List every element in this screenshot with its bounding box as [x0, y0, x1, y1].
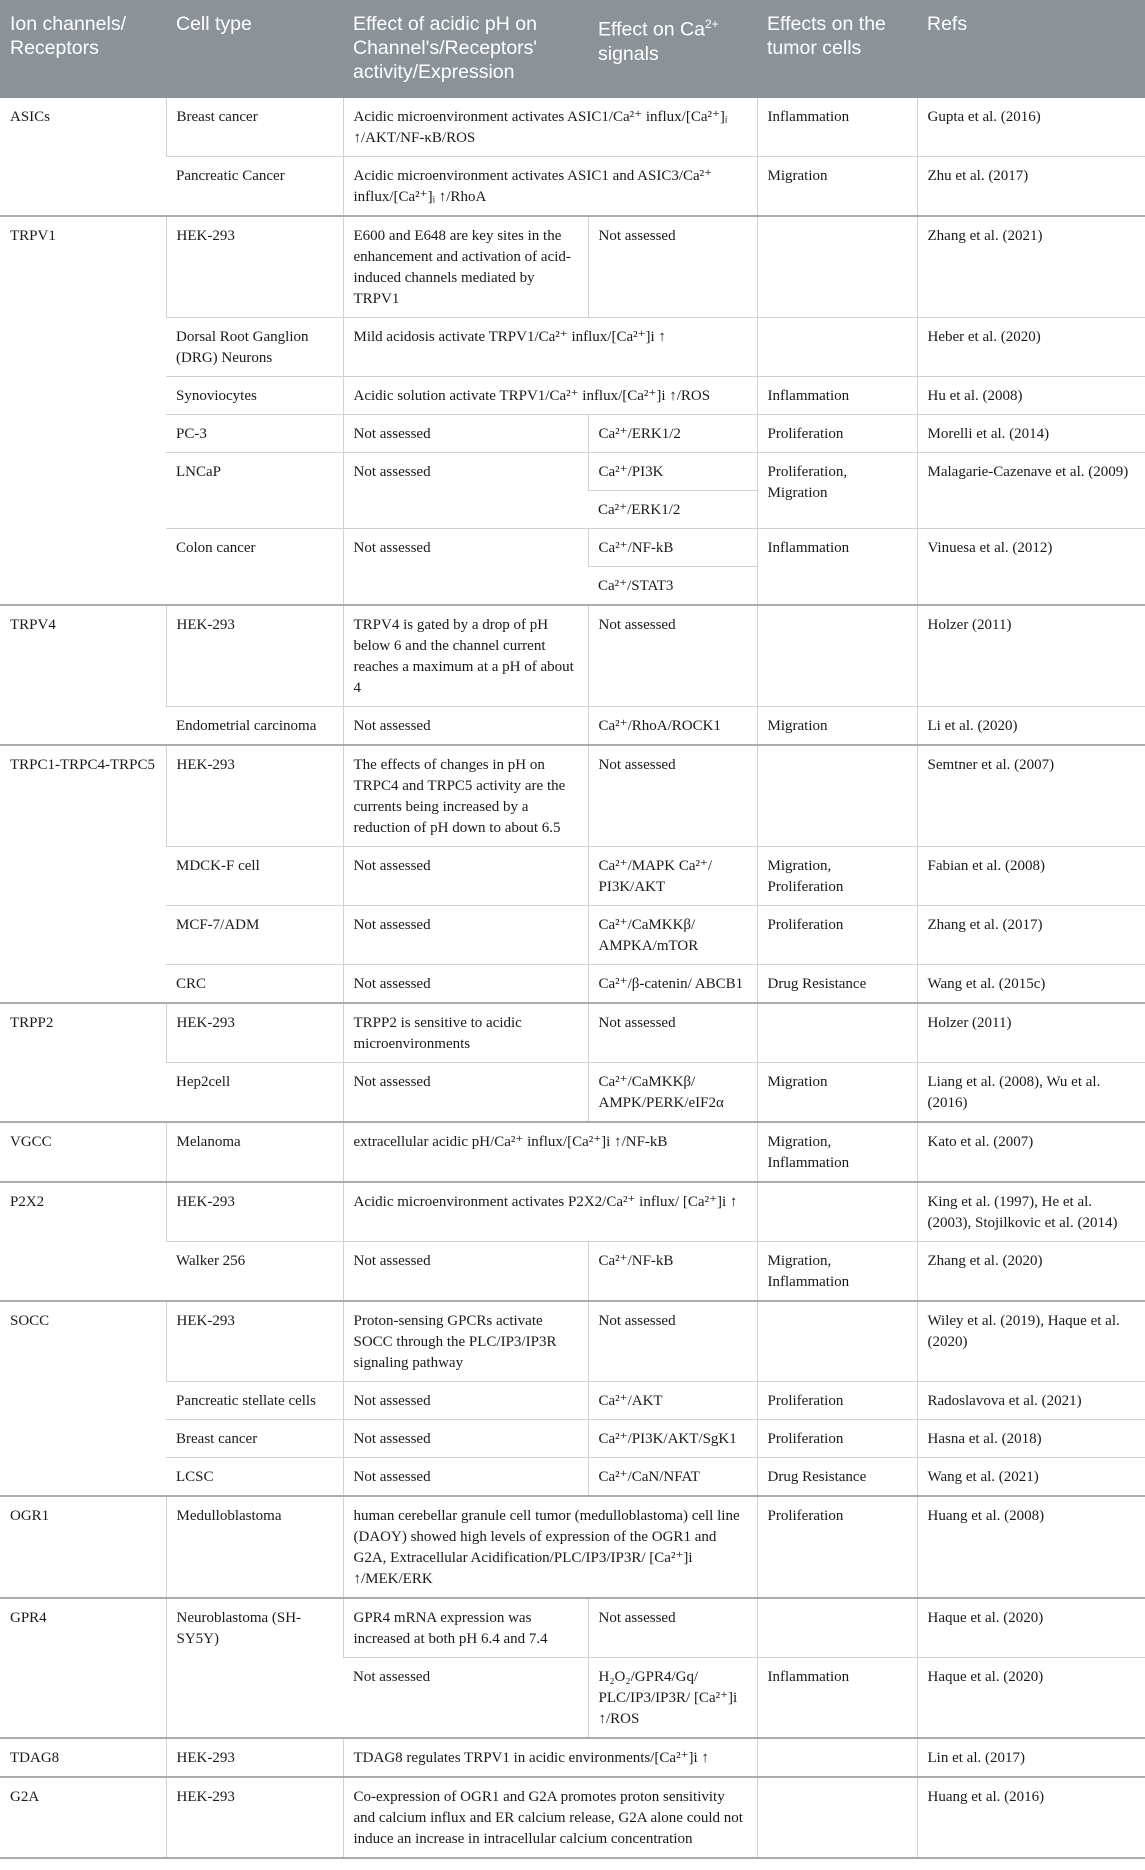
- tumor-effect: [757, 745, 917, 847]
- cell-type: HEK-293: [166, 745, 343, 847]
- cell-type: Medulloblastoma: [166, 1496, 343, 1598]
- reference: Huang et al. (2008): [917, 1496, 1145, 1598]
- cell-type: Walker 256: [166, 1242, 343, 1302]
- tumor-effect: Proliferation: [757, 1382, 917, 1420]
- header-channel: Ion channels/ Receptors: [0, 0, 166, 98]
- effect-ca: Ca²⁺/NF-kB: [588, 529, 757, 567]
- reference: Wang et al. (2015c): [917, 965, 1145, 1004]
- tumor-effect: [757, 1738, 917, 1777]
- effect-ph: Acidic solution activate TRPV1/Ca²⁺ influx/[Ca²⁺]i ↑/ROS: [343, 377, 757, 415]
- tumor-effect: Proliferation: [757, 906, 917, 965]
- table-row: [0, 1496, 1145, 1598]
- reference: Semtner et al. (2007): [917, 745, 1145, 847]
- effect-ca: Not assessed: [588, 1003, 757, 1063]
- cell-type: Breast cancer: [166, 98, 343, 157]
- tumor-effect: Drug Resistance: [757, 965, 917, 1004]
- reference: Wang et al. (2021): [917, 1458, 1145, 1497]
- tumor-effect: Proliferation: [757, 415, 917, 453]
- effect-ph: Not assessed: [343, 1658, 588, 1739]
- cell-type: CRC: [166, 965, 343, 1004]
- cell-type: Pancreatic stellate cells: [166, 1382, 343, 1420]
- reference: King et al. (1997), He et al. (2003), Stojilkovic et al. (2014): [917, 1182, 1145, 1242]
- table-row: [0, 1777, 1145, 1858]
- effect-ph: Acidic microenvironment activates P2X2/Ca²⁺ influx/ [Ca²⁺]i ↑: [343, 1182, 757, 1242]
- effect-ph: Not assessed: [343, 1063, 588, 1123]
- cell-type: HEK-293: [166, 1003, 343, 1063]
- effect-ph: Not assessed: [343, 415, 588, 453]
- effect-ca: Ca²⁺/STAT3: [588, 567, 757, 606]
- effect-ph: extracellular acidic pH/Ca²⁺ influx/[Ca²⁺]i ↑/NF-kB: [343, 1122, 757, 1182]
- cell-type: HEK-293: [166, 216, 343, 318]
- effect-ca: Ca²⁺/ERK1/2: [588, 415, 757, 453]
- tumor-effect: Migration: [757, 707, 917, 746]
- table-row: [0, 1458, 1145, 1497]
- reference: Hasna et al. (2018): [917, 1420, 1145, 1458]
- effect-ca: Not assessed: [588, 1301, 757, 1382]
- table-row: [0, 98, 1145, 157]
- effect-ph: Proton-sensing GPCRs activate SOCC through the PLC/IP3/IP3R signaling pathway: [343, 1301, 588, 1382]
- table-row: [0, 965, 1145, 1004]
- cell-type: LCSC: [166, 1458, 343, 1497]
- effect-ph: Not assessed: [343, 453, 588, 529]
- reference: Malagarie-Cazenave et al. (2009): [917, 453, 1145, 529]
- channel-ogr1: OGR1: [0, 1496, 166, 1598]
- effect-ph: TRPP2 is sensitive to acidic microenvironments: [343, 1003, 588, 1063]
- tumor-effect: [757, 216, 917, 318]
- effect-ca: Ca²⁺/AKT: [588, 1382, 757, 1420]
- effect-ph: Not assessed: [343, 529, 588, 606]
- reference: Gupta et al. (2016): [917, 98, 1145, 157]
- table-row: [0, 1182, 1145, 1242]
- header-effect-ca-sup: 2+: [704, 17, 719, 31]
- cell-type: HEK-293: [166, 1777, 343, 1858]
- header-tumor: Effects on the tumor cells: [757, 0, 917, 98]
- reference: Heber et al. (2020): [917, 318, 1145, 377]
- reference: Haque et al. (2020): [917, 1598, 1145, 1658]
- tumor-effect: Inflammation: [757, 529, 917, 606]
- channel-gpr4: GPR4: [0, 1598, 166, 1738]
- effect-ph: Co-expression of OGR1 and G2A promotes proton sensitivity and calcium influx and ER calcium release, G2A alone could not induce an increase in intracellular calcium concentration: [343, 1777, 757, 1858]
- effect-ph: Not assessed: [343, 1242, 588, 1302]
- effect-ph: GPR4 mRNA expression was increased at both pH 6.4 and 7.4: [343, 1598, 588, 1658]
- effect-ca: Ca²⁺/PI3K/AKT/SgK1: [588, 1420, 757, 1458]
- effect-ph: Not assessed: [343, 965, 588, 1004]
- table-row: [0, 377, 1145, 415]
- effect-ca: Ca²⁺/RhoA/ROCK1: [588, 707, 757, 746]
- effect-ph: Not assessed: [343, 1420, 588, 1458]
- effect-ph: TDAG8 regulates TRPV1 in acidic environments/[Ca²⁺]i ↑: [343, 1738, 757, 1777]
- effect-ph: human cerebellar granule cell tumor (medulloblastoma) cell line (DAOY) showed high levels of expression of the OGR1 and G2A, Extracellular Acidification/PLC/IP3/IP3R/ [Ca²⁺]i ↑/MEK/ERK: [343, 1496, 757, 1598]
- reference: Liang et al. (2008), Wu et al. (2016): [917, 1063, 1145, 1123]
- channel-trpc: TRPC1-TRPC4-TRPC5: [0, 745, 166, 1003]
- effect-ca: Ca²⁺/β-catenin/ ABCB1: [588, 965, 757, 1004]
- effect-ca: Not assessed: [588, 1598, 757, 1658]
- effect-ca: Ca²⁺/CaMKKβ/ AMPKA/mTOR: [588, 906, 757, 965]
- tumor-effect: Proliferation, Migration: [757, 453, 917, 529]
- channel-g2a: G2A: [0, 1777, 166, 1858]
- effect-ph: Not assessed: [343, 847, 588, 906]
- cell-type: HEK-293: [166, 1301, 343, 1382]
- reference: Huang et al. (2016): [917, 1777, 1145, 1858]
- cell-type: PC-3: [166, 415, 343, 453]
- reference: Holzer (2011): [917, 605, 1145, 707]
- channel-socc: SOCC: [0, 1301, 166, 1496]
- table-row: [0, 1420, 1145, 1458]
- effect-ph: Mild acidosis activate TRPV1/Ca²⁺ influx/[Ca²⁺]i ↑: [343, 318, 757, 377]
- effect-ca: Not assessed: [588, 216, 757, 318]
- effect-ca: Ca²⁺/NF-kB: [588, 1242, 757, 1302]
- reference: Hu et al. (2008): [917, 377, 1145, 415]
- tumor-effect: Migration: [757, 157, 917, 217]
- table-row: [0, 605, 1145, 707]
- effect-ca: Ca²⁺/MAPK Ca²⁺/ PI3K/AKT: [588, 847, 757, 906]
- cell-type: MCF-7/ADM: [166, 906, 343, 965]
- effect-ca: Ca²⁺/ERK1/2: [588, 491, 757, 529]
- effect-ca: Ca²⁺/PI3K: [588, 453, 757, 491]
- reference: Zhu et al. (2017): [917, 157, 1145, 217]
- table-row: [0, 1598, 1145, 1658]
- effect-ph: E600 and E648 are key sites in the enhancement and activation of acid-induced channels mediated by TRPV1: [343, 216, 588, 318]
- tumor-effect: Inflammation: [757, 1658, 917, 1739]
- effect-ca: Not assessed: [588, 745, 757, 847]
- channel-trpv1: TRPV1: [0, 216, 166, 605]
- reference: Li et al. (2020): [917, 707, 1145, 746]
- tumor-effect: Migration, Inflammation: [757, 1122, 917, 1182]
- table-row: [0, 1122, 1145, 1182]
- cell-type: MDCK-F cell: [166, 847, 343, 906]
- reference: Lin et al. (2017): [917, 1738, 1145, 1777]
- tumor-effect: Migration, Inflammation: [757, 1242, 917, 1302]
- effect-ca: Not assessed: [588, 605, 757, 707]
- channel-vgcc: VGCC: [0, 1122, 166, 1182]
- header-cell-type: Cell type: [166, 0, 343, 98]
- table-row: [0, 847, 1145, 906]
- effect-ph: Not assessed: [343, 906, 588, 965]
- tumor-effect: [757, 1301, 917, 1382]
- cell-type: Synoviocytes: [166, 377, 343, 415]
- table-row: [0, 453, 1145, 491]
- reference: Fabian et al. (2008): [917, 847, 1145, 906]
- cell-type: Endometrial carcinoma: [166, 707, 343, 746]
- header-row: [0, 0, 1145, 98]
- table-row: [0, 1242, 1145, 1302]
- table-row: [0, 1301, 1145, 1382]
- cell-type: Breast cancer: [166, 1420, 343, 1458]
- table-row: [0, 1382, 1145, 1420]
- cell-type: Melanoma: [166, 1122, 343, 1182]
- reference: Wiley et al. (2019), Haque et al. (2020): [917, 1301, 1145, 1382]
- reference: Morelli et al. (2014): [917, 415, 1145, 453]
- header-effect-ph: Effect of acidic pH on Channel's/Receptors' activity/Expression: [343, 0, 588, 98]
- tumor-effect: [757, 318, 917, 377]
- reference: Zhang et al. (2017): [917, 906, 1145, 965]
- table-row: [0, 745, 1145, 847]
- cell-type: HEK-293: [166, 1738, 343, 1777]
- tumor-effect: [757, 1182, 917, 1242]
- tumor-effect: [757, 1777, 917, 1858]
- table-row: [0, 529, 1145, 567]
- effect-ph: Acidic microenvironment activates ASIC1 and ASIC3/Ca²⁺ influx/[Ca²⁺]ᵢ ↑/RhoA: [343, 157, 757, 217]
- reference: Holzer (2011): [917, 1003, 1145, 1063]
- effect-ph: Not assessed: [343, 1458, 588, 1497]
- channel-asics: ASICs: [0, 98, 166, 216]
- cell-type: Dorsal Root Ganglion (DRG) Neurons: [166, 318, 343, 377]
- cell-type: Hep2cell: [166, 1063, 343, 1123]
- reference: Vinuesa et al. (2012): [917, 529, 1145, 606]
- header-refs: Refs: [917, 0, 1145, 98]
- reference: Haque et al. (2020): [917, 1658, 1145, 1739]
- effect-ca: Ca²⁺/CaN/NFAT: [588, 1458, 757, 1497]
- effect-ph: TRPV4 is gated by a drop of pH below 6 and the channel current reaches a maximum at a pH of about 4: [343, 605, 588, 707]
- reference: Zhang et al. (2020): [917, 1242, 1145, 1302]
- effect-ca: Ca²⁺/CaMKKβ/ AMPK/PERK/eIF2α: [588, 1063, 757, 1123]
- effect-ph: The effects of changes in pH on TRPC4 and TRPC5 activity are the currents being increased by a reduction of pH down to about 6.5: [343, 745, 588, 847]
- tumor-effect: [757, 1003, 917, 1063]
- reference: Kato et al. (2007): [917, 1122, 1145, 1182]
- tumor-effect: Drug Resistance: [757, 1458, 917, 1497]
- table-row: [0, 707, 1145, 746]
- header-effect-ca-pre: Effect on Ca: [598, 18, 705, 41]
- table-row: [0, 906, 1145, 965]
- tumor-effect: Inflammation: [757, 98, 917, 157]
- table-row: [0, 216, 1145, 318]
- effect-ph: Acidic microenvironment activates ASIC1/Ca²⁺ influx/[Ca²⁺]ᵢ ↑/AKT/NF-κB/ROS: [343, 98, 757, 157]
- channel-tdag8: TDAG8: [0, 1738, 166, 1777]
- effect-ca: H₂O₂/GPR4/Gq/ PLC/IP3/IP3R/ [Ca²⁺]i ↑/ROS: [588, 1658, 757, 1739]
- cell-type: HEK-293: [166, 605, 343, 707]
- table-row: [0, 1003, 1145, 1063]
- table-row: [0, 318, 1145, 377]
- table-row: [0, 1738, 1145, 1777]
- header-effect-ca: [588, 0, 757, 98]
- cell-type: LNCaP: [166, 453, 343, 529]
- reference: Radoslavova et al. (2021): [917, 1382, 1145, 1420]
- channel-trpv4: TRPV4: [0, 605, 166, 745]
- tumor-effect: [757, 1598, 917, 1658]
- tumor-effect: Proliferation: [757, 1496, 917, 1598]
- effect-ph: Not assessed: [343, 707, 588, 746]
- cell-type: Colon cancer: [166, 529, 343, 606]
- effect-ph: Not assessed: [343, 1382, 588, 1420]
- table-row: [0, 415, 1145, 453]
- tumor-effect: Migration: [757, 1063, 917, 1123]
- table-row: [0, 1063, 1145, 1123]
- cell-type: Pancreatic Cancer: [166, 157, 343, 217]
- tumor-effect: Migration, Proliferation: [757, 847, 917, 906]
- header-effect-ca-post: signals: [598, 42, 659, 65]
- channel-trpp2: TRPP2: [0, 1003, 166, 1122]
- reference: Zhang et al. (2021): [917, 216, 1145, 318]
- cell-type: HEK-293: [166, 1182, 343, 1242]
- table-row: [0, 157, 1145, 217]
- tumor-effect: Proliferation: [757, 1420, 917, 1458]
- cell-type: Neuroblastoma (SH-SY5Y): [166, 1598, 343, 1738]
- channel-p2x2: P2X2: [0, 1182, 166, 1301]
- tumor-effect: [757, 605, 917, 707]
- tumor-effect: Inflammation: [757, 377, 917, 415]
